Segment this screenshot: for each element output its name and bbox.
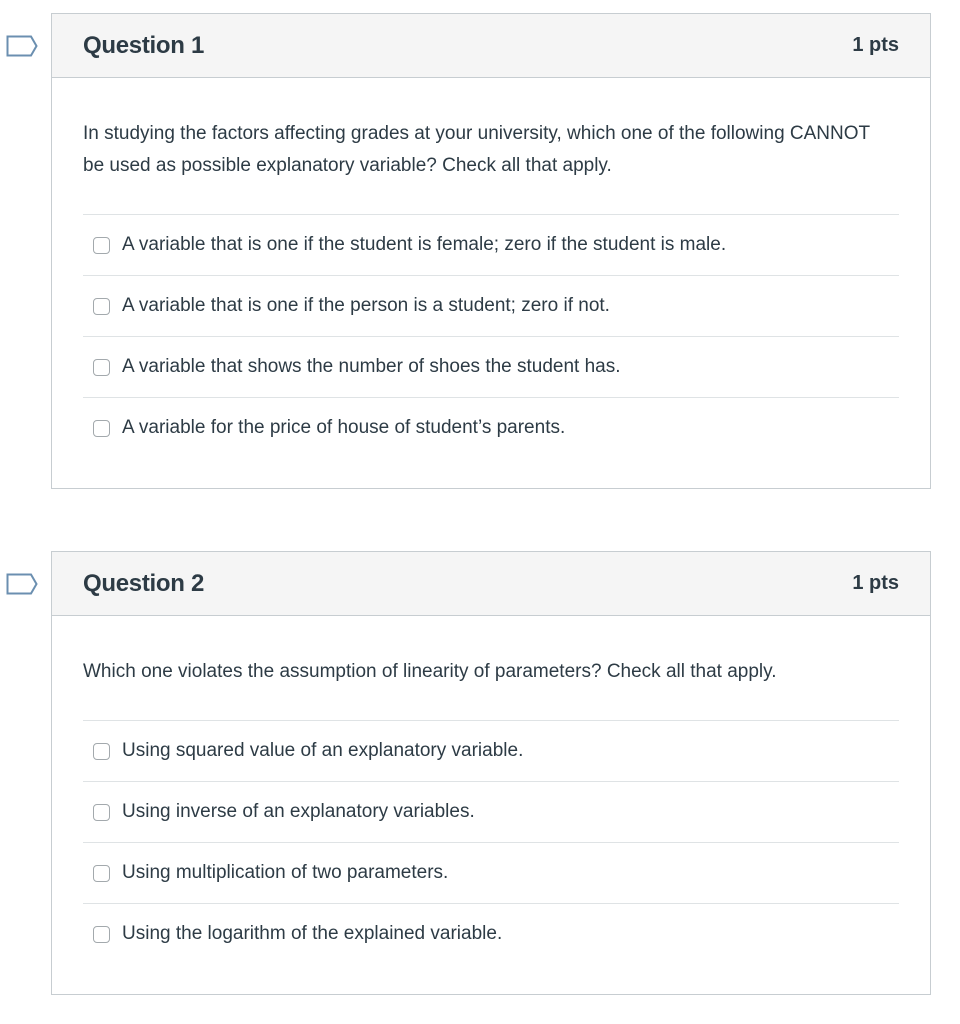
answer-option[interactable] (83, 276, 899, 337)
option-label: Using the logarithm of the explained variable. (122, 923, 503, 944)
answer-option[interactable] (83, 843, 899, 904)
checkbox[interactable] (93, 237, 110, 254)
option-label: Using squared value of an explanatory variable. (122, 740, 524, 761)
checkbox[interactable] (93, 865, 110, 882)
question-points: 1 pts (852, 34, 899, 56)
question-title: Question 1 (83, 31, 205, 59)
question-title: Question 2 (83, 569, 205, 597)
question-text: In studying the factors affecting grades at your university, which one of the following CANNOT be used as possible explanatory variable? Check all that apply. (83, 78, 899, 215)
question-points: 1 pts (852, 572, 899, 594)
question-text: Which one violates the assumption of linearity of parameters? Check all that apply. (83, 616, 899, 721)
flag-question-1-icon[interactable] (6, 35, 38, 57)
checkbox[interactable] (93, 743, 110, 760)
answer-option[interactable] (83, 337, 899, 398)
option-label: A variable that shows the number of shoes the student has. (122, 356, 621, 377)
option-label: Using multiplication of two parameters. (122, 862, 449, 883)
question-2 (51, 551, 931, 995)
question-header (52, 14, 930, 78)
option-label: A variable that is one if the person is a student; zero if not. (122, 295, 610, 316)
question-1 (51, 13, 931, 489)
checkbox[interactable] (93, 926, 110, 943)
checkbox[interactable] (93, 804, 110, 821)
answer-option[interactable] (83, 398, 899, 458)
option-label: Using inverse of an explanatory variables. (122, 801, 475, 822)
option-label: A variable that is one if the student is female; zero if the student is male. (122, 234, 727, 255)
answer-option[interactable] (83, 782, 899, 843)
checkbox[interactable] (93, 298, 110, 315)
answer-option[interactable] (83, 215, 899, 276)
checkbox[interactable] (93, 359, 110, 376)
flag-question-2-icon[interactable] (6, 573, 38, 595)
checkbox[interactable] (93, 420, 110, 437)
answer-option[interactable] (83, 721, 899, 782)
question-header (52, 552, 930, 616)
option-label: A variable for the price of house of student’s parents. (122, 417, 566, 438)
answer-option[interactable] (83, 904, 899, 964)
